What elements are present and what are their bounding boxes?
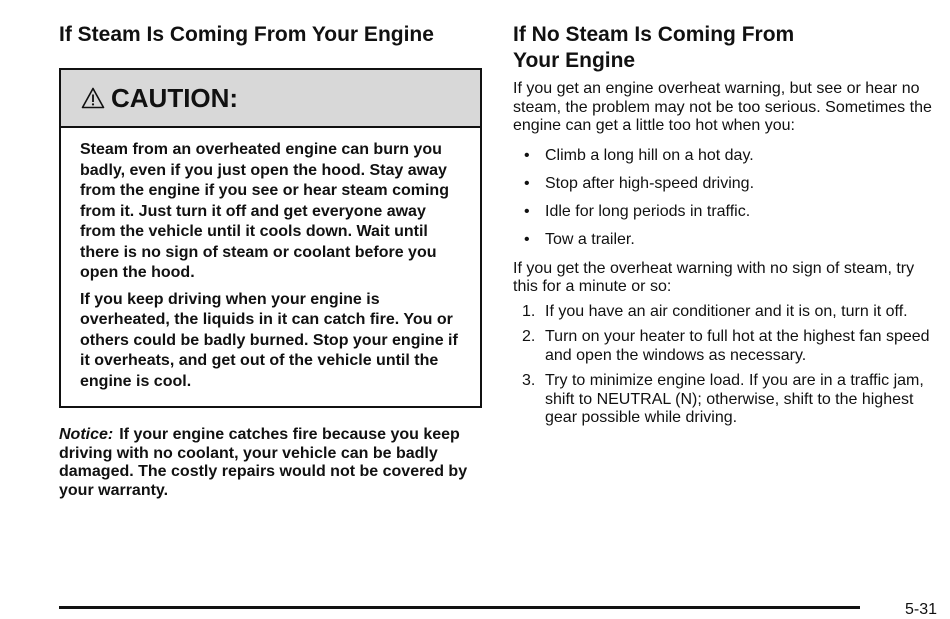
steps-list — [513, 303, 943, 428]
caution-box — [59, 68, 482, 408]
step-number: 1. — [522, 302, 536, 320]
caution-header — [61, 70, 480, 128]
list-item — [513, 328, 943, 365]
middle-paragraph: If you get the overheat warning with no sign of steam, try this for a minute or so: — [513, 259, 915, 295]
page-number: 5-31 — [904, 601, 937, 618]
notice — [59, 426, 482, 500]
step-text: If you have an air conditioner and it is on, turn it off. — [545, 302, 908, 320]
caution-body — [61, 128, 480, 406]
caution-paragraph: If you keep driving when your engine is overheated, the liquids in it can catch fire. You or others could be badly burned. Stop your engine if it overheats, and get out of the vehicle until the engine is cool. — [80, 290, 458, 390]
footer-rule — [59, 606, 860, 609]
heading-line-1: If No Steam Is Coming From — [513, 23, 795, 46]
step-number: 3. — [522, 372, 536, 389]
bullet-icon: • — [524, 174, 530, 192]
step-number: 2. — [522, 328, 536, 345]
list-item — [513, 372, 943, 428]
bullet-icon: • — [524, 146, 530, 164]
notice-label: Notice: — [59, 426, 114, 443]
steam-section-heading: If Steam Is Coming From Your Engine — [59, 23, 434, 46]
bullet-text: Climb a long hill on a hot day. — [545, 146, 754, 164]
list-item — [513, 226, 943, 254]
left-column — [59, 22, 482, 500]
notice-text: If your engine catches fire because you keep driving with no coolant, your vehicle can be badly damaged. The costly repairs would not be covered by your warranty. — [59, 426, 468, 499]
bullet-list — [513, 142, 943, 254]
step-text: Turn on your heater to full hot at the highest fan speed and open the windows as necessary. — [545, 328, 930, 364]
warning-triangle-icon — [81, 87, 105, 109]
caution-title: CAUTION: — [111, 82, 239, 113]
bullet-text: Idle for long periods in traffic. — [545, 202, 751, 220]
right-column — [513, 22, 943, 435]
bullet-icon: • — [524, 202, 530, 220]
bullet-text: Stop after high-speed driving. — [545, 174, 755, 192]
bullet-icon: • — [524, 230, 530, 248]
step-text: Try to minimize engine load. If you are in a traffic jam, shift to NEUTRAL (N); otherwise, shift to the highest gear possible while driving. — [545, 372, 924, 426]
no-steam-section-heading — [513, 22, 943, 74]
list-item — [513, 170, 943, 198]
intro-paragraph: If you get an engine overheat warning, but see or hear no steam, the problem may not be too serious. Sometimes the engine can get a little too hot when you: — [513, 80, 932, 134]
list-item — [513, 142, 943, 170]
heading-line-2: Your Engine — [513, 49, 636, 72]
caution-paragraph: Steam from an overheated engine can burn you badly, even if you just open the hood. Stay away from the engine if you see or hear steam coming from it. Just turn it off and get everyone away from the vehicle until it cools down. Wait until there is no sign of steam or coolant before you open the hood. — [80, 141, 449, 281]
list-item — [513, 303, 943, 322]
list-item — [513, 198, 943, 226]
bullet-text: Tow a trailer. — [545, 230, 635, 248]
